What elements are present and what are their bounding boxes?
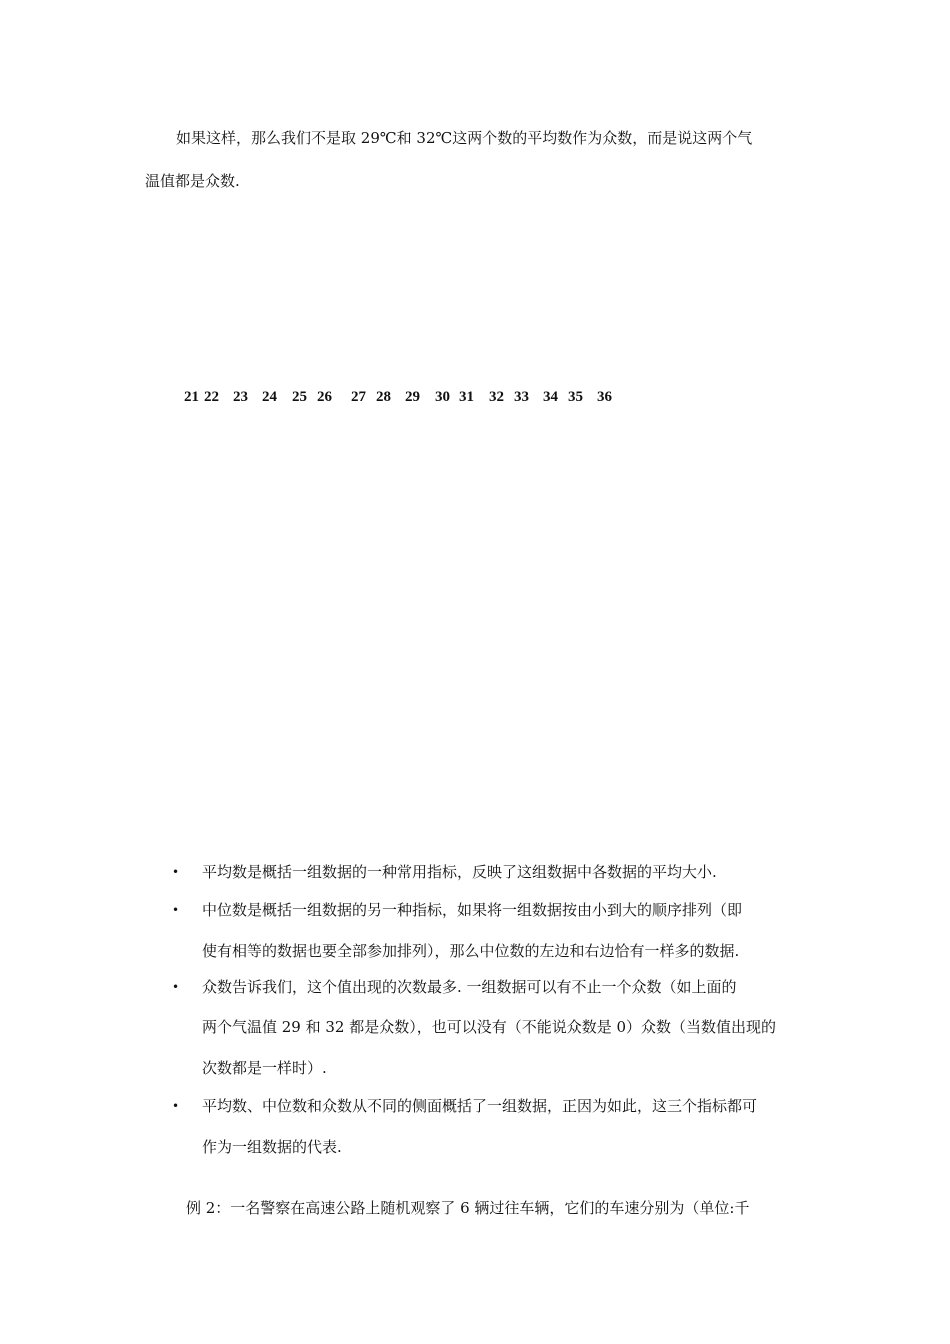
- number-line-label: 36: [597, 389, 612, 405]
- number-line-label: 26: [317, 389, 332, 405]
- example-line: 例 2：一名警察在高速公路上随机观察了 6 辆过往车辆，它们的车速分别为（单位:千: [186, 1199, 750, 1217]
- bullet-text-line: 中位数是概括一组数据的另一种指标，如果将一组数据按由小到大的顺序排列（即: [202, 901, 743, 919]
- bullet-text-line: 平均数是概括一组数据的一种常用指标，反映了这组数据中各数据的平均大小.: [202, 863, 717, 881]
- paragraph-line: 温值都是众数.: [145, 172, 240, 190]
- bullet-icon: •: [172, 1099, 180, 1113]
- bullet-text-line: 次数都是一样时）.: [202, 1059, 327, 1077]
- bullet-text-line: 作为一组数据的代表.: [202, 1138, 342, 1156]
- number-line-label: 28: [376, 389, 391, 405]
- bullet-text-line: 两个气温值 29 和 32 都是众数），也可以没有（不能说众数是 0）众数（当数值出现的: [202, 1018, 777, 1036]
- number-line-label: 31: [459, 389, 474, 405]
- number-line-label: 29: [405, 389, 420, 405]
- bullet-icon: •: [172, 980, 180, 994]
- number-line-label: 33: [514, 389, 529, 405]
- bullet-text-line: 使有相等的数据也要全部参加排列），那么中位数的左边和右边恰有一样多的数据.: [202, 942, 740, 960]
- paragraph-line: 如果这样，那么我们不是取 29℃和 32℃这两个数的平均数作为众数，而是说这两个气: [176, 129, 753, 147]
- number-line-label: 27: [351, 389, 366, 405]
- number-line-label: 30: [435, 389, 450, 405]
- bullet-text-line: 平均数、中位数和众数从不同的侧面概括了一组数据，正因为如此，这三个指标都可: [202, 1097, 758, 1115]
- number-line-label: 32: [489, 389, 504, 405]
- number-line-label: 24: [262, 389, 277, 405]
- number-line-label: 21: [184, 389, 199, 405]
- number-line-label: 34: [543, 389, 558, 405]
- bullet-icon: •: [172, 865, 180, 879]
- number-line-label: 22: [204, 389, 219, 405]
- bullet-icon: •: [172, 903, 180, 917]
- number-line-label: 25: [292, 389, 307, 405]
- number-line-label: 35: [568, 389, 583, 405]
- number-line-label: 23: [233, 389, 248, 405]
- bullet-text-line: 众数告诉我们，这个值出现的次数最多. 一组数据可以有不止一个众数（如上面的: [202, 978, 737, 996]
